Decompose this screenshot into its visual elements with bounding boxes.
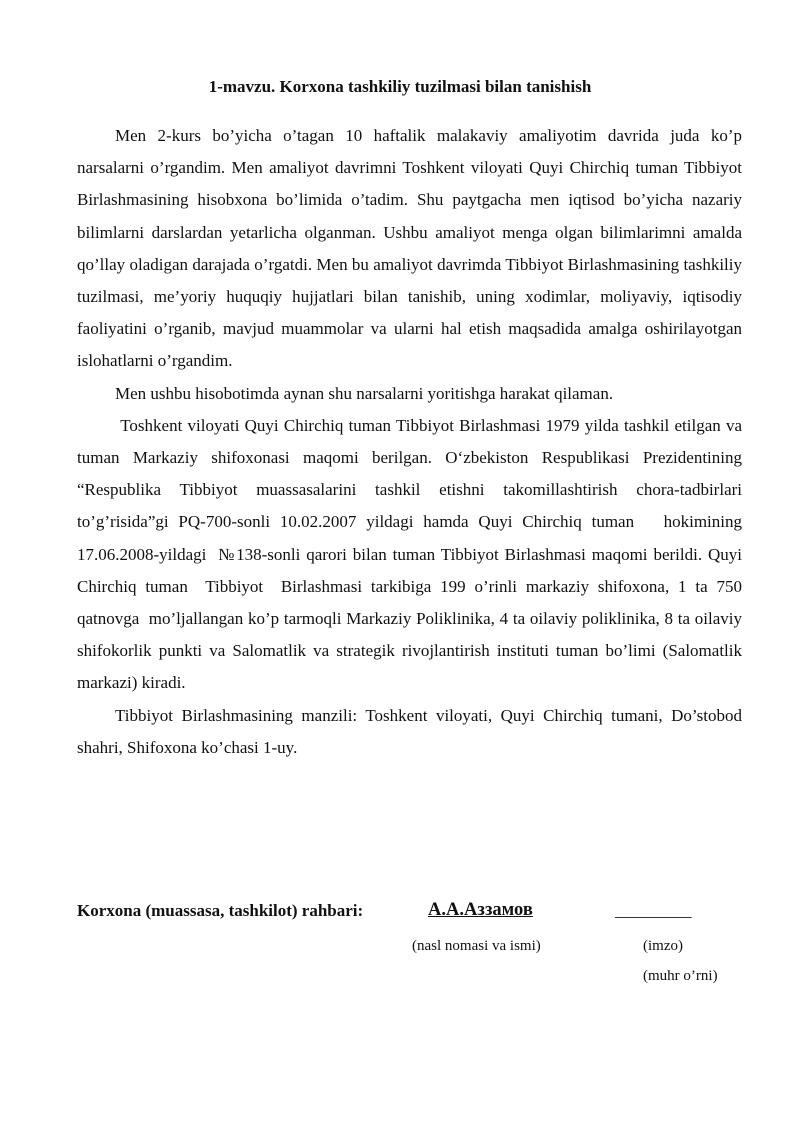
signature-line: _________ (615, 901, 692, 920)
paragraph-history: Toshkent viloyati Quyi Chirchiq tuman Tibbiyot Birlashmasi 1979 yilda tashkil etilgan va tuman Markaziy shifoxonasi maqomi berilgan. O‘zbekiston Respublikasi Prezidentining “Respublika Tibbiyot muassasalarini tashkil etishni takomillashtirish chora-tadbirlari to’g’risida”gi PQ-700-sonli 10.02.2007 yildagi hamda Quyi Chirchiq tuman hokimining 17.06.2008-yildagi №138-sonli qarori bilan tuman Tibbiyot Birlashmasi maqomi berildi. Quyi Chirchiq tuman Tibbiyot Birlashmasi tarkibiga 199 o’rinli markaziy shifoxona, 1 ta 750 qatnovga mo’ljallangan ko’p tarmoqli Markaziy Poliklinika, 4 ta oilaviy poliklinika, 8 ta oilaviy shifokorlik punkti va Salomatlik va strategik rivojlantirish instituti tuman bo’limi (Salomatlik markazi) kiradi. (77, 415, 747, 693)
document-body (77, 120, 747, 764)
sign-caption: (imzo) (643, 938, 683, 954)
paragraph-address: Tibbiyot Birlashmasining manzili: Toshkent viloyati, Quyi Chirchiq tumani, Do’stobod shahri, Shifoxona ko’chasi 1-uy. (77, 705, 742, 757)
signature-name: А.А.Аззамов (428, 900, 533, 920)
name-caption: (nasl nomasi va ismi) (412, 938, 541, 954)
seal-caption: (muhr o’rni) (643, 968, 718, 984)
signature-label: Korxona (muassasa, tashkilot) rahbari: (77, 901, 364, 920)
paragraph-report-aim: Men ushbu hisobotimda aynan shu narsalarni yoritishga harakat qilaman. (115, 383, 614, 403)
paragraph-intro: Men 2-kurs bo’yicha o’tagan 10 haftalik malakaviy amaliyotim davrida juda ko’p narsalarni o’rgandim. Men amaliyot davrimni Toshkent viloyati Quyi Chirchiq tuman Tibbiyot Birlashmasining hisobxona bo’limida o’tadim. Shu paytgacha men iqtisod bo’yicha nazariy bilimlarni darslardan yetarlicha olganman. Ushbu amaliyot menga olgan bilimlarimni amalda qo’llay oladigan darajada o’rgatdi. Men bu amaliyot davrimda Tibbiyot Birlashmasining tashkiliy tuzilmasi, me’yoriy huquqiy hujjatlari bilan tanishib, uning xodimlar, moliyaviy, iqtisodiy faoliyatini o’rganib, mavjud muammolar va ularni hal etish maqsadida amalga oshirilayotgan islohatlarni o’rgandim. (77, 126, 742, 371)
document-title: 1-mavzu. Korxona tashkiliy tuzilmasi bilan tanishish (208, 77, 592, 96)
